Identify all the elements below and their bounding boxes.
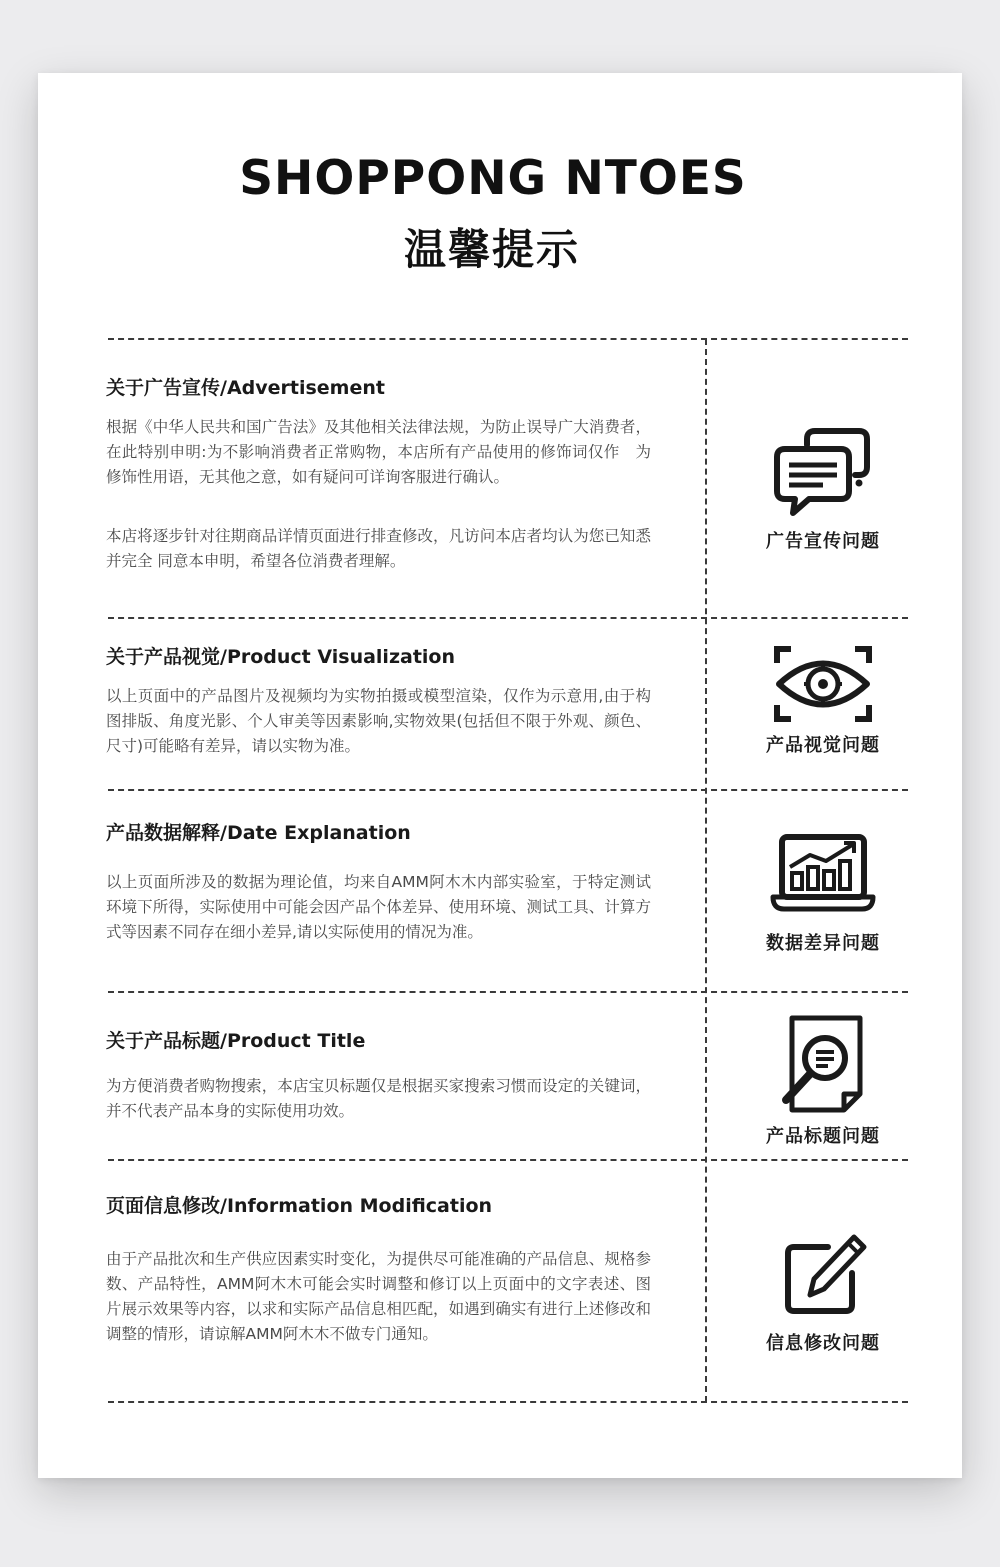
divider-1: [108, 617, 908, 619]
icon-label: 数据差异问题: [766, 933, 880, 954]
section-paragraph: 根据《中华人民共和国广告法》及其他相关法律法规，为防止误导广大消费者，在此特别申明:为不影响消费者正常购物，本店所有产品使用的修饰词仅作 为修饰性用语，无其他之意，如有疑问可详询客服进行确认。: [106, 418, 651, 486]
section-title: 产品数据解释/Date Explanation: [106, 822, 411, 844]
section-visualization: [106, 644, 651, 759]
title-english: SHOPPONG NTOES: [239, 151, 747, 206]
section-title: 关于广告宣传/Advertisement: [106, 377, 385, 399]
section-title-notice: [106, 1028, 651, 1124]
icon-label: 产品标题问题: [766, 1126, 880, 1147]
icon-block-data: [707, 833, 939, 955]
icon-block-visualization: [707, 645, 939, 757]
eye-scan-icon: [773, 645, 873, 723]
section-title: 关于产品视觉/Product Visualization: [106, 646, 455, 668]
notice-card: [38, 73, 962, 1478]
section-paragraph: 以上页面中的产品图片及视频均为实物拍摄或模型渲染，仅作为示意用,由于构图排版、角度光影、个人审美等因素影响,实物效果(包括但不限于外观、颜色、尺寸)可能略有差异，请以实物为准。: [106, 687, 651, 755]
document-search-icon: [778, 1014, 868, 1116]
divider-2: [108, 789, 908, 791]
icon-label: 广告宣传问题: [766, 531, 880, 552]
section-paragraph: 本店将逐步针对往期商品详情页面进行排查修改，凡访问本店者均认为您已知悉并完全 同意本申明，希望各位消费者理解。: [106, 527, 651, 570]
laptop-chart-icon: [770, 833, 876, 913]
edit-pencil-icon: [778, 1233, 868, 1317]
section-modification: [106, 1193, 651, 1347]
section-advertisement: [106, 375, 651, 574]
icon-block-title: [707, 1014, 939, 1148]
divider-4: [108, 1159, 908, 1161]
divider-bottom: [108, 1401, 908, 1403]
divider-top: [108, 338, 908, 340]
section-data: [106, 820, 651, 945]
icon-block-modification: [707, 1233, 939, 1355]
chat-bubbles-icon: [773, 427, 873, 519]
divider-3: [108, 991, 908, 993]
icon-label: 信息修改问题: [766, 1333, 880, 1354]
title-chinese: 温馨提示: [403, 225, 580, 274]
section-paragraph: 为方便消费者购物搜索，本店宝贝标题仅是根据买家搜索习惯而设定的关键词，并不代表产品本身的实际使用功效。: [106, 1077, 651, 1120]
section-paragraph: 以上页面所涉及的数据为理论值，均来自AMM阿木木内部实验室，于特定测试环境下所得，实际使用中可能会因产品个体差异、使用环境、测试工具、计算方式等因素不同存在细小差异,请以实际使用的情况为准。: [106, 873, 651, 941]
icon-label: 产品视觉问题: [766, 735, 880, 756]
icon-block-advertisement: [707, 427, 939, 553]
section-title: 关于产品标题/Product Title: [106, 1030, 366, 1052]
section-title: 页面信息修改/Information Modification: [106, 1195, 493, 1217]
section-paragraph: 由于产品批次和生产供应因素实时变化，为提供尽可能准确的产品信息、规格参数、产品特性，AMM阿木木可能会实时调整和修订以上页面中的文字表述、图片展示效果等内容，以求和实际产品信息相匹配，如遇到确实有进行上述修改和调整的情形，请谅解AMM阿木木不做专门通知。: [106, 1250, 651, 1343]
